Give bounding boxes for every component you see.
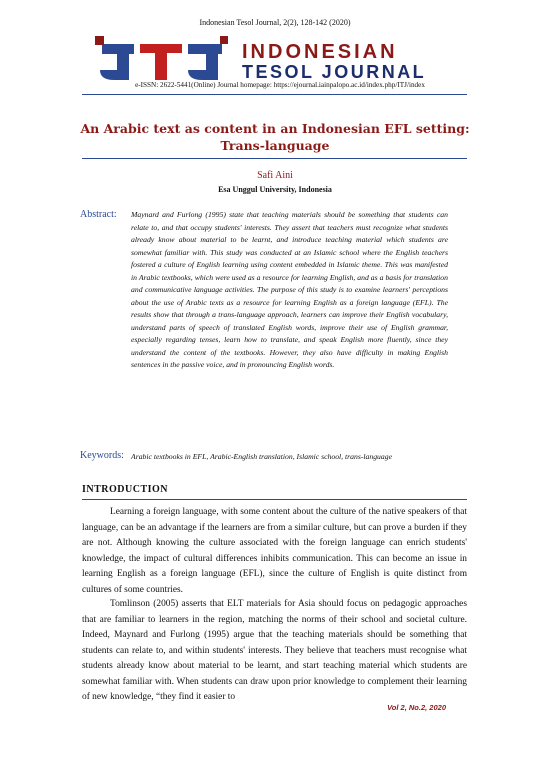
journal-name-line1: INDONESIAN bbox=[242, 41, 398, 63]
body-paragraph-1: Learning a foreign language, with some content about the culture of the native speakers of that language, can be an advantage if the learners are from a similar culture, but can prove a burden if they are not. Although knowing the culture associated with the foreign language can enrich students' knowledge, the impact of cultural differences inhibits communication. This can become an issue in learning English as a foreign language (EFL), since the culture of English is quite distinct from cultures of some countries. bbox=[82, 507, 467, 595]
author-affiliation: Esa Unggul University, Indonesia bbox=[218, 185, 332, 194]
journal-name bbox=[242, 42, 426, 81]
jtj-logo-mark bbox=[92, 30, 232, 82]
section-divider bbox=[82, 499, 467, 500]
abstract-label: Abstract: bbox=[80, 209, 117, 220]
jtj-mark-j2 bbox=[188, 36, 228, 80]
jtj-mark-j1 bbox=[95, 36, 134, 80]
abstract-text: Maynard and Furlong (1995) state that teaching materials should be something that students can relate to, and that occupy students' interests. They assert that teachers must recognize what students already know about material to be learnt, and introduce teaching material which students are somewhat familiar with. This study was conducted at an Islamic school where the English teachers fostered a culture of English learning using content embedded in Islamic theme. This was manifested in Arabic textbooks, which were used as a resource for learning English, and as a basis for translation and communicative language activities. The purpose of this study is to examine learners' perceptions about the use of Arabic texts as a resource for learning English as a foreign language (EFL). The results show that through a trans-language approach, learners can improve their English vocabulary, understand parts of speech of translated English words, improve their use of English grammar, especially regarding tenses, learn how to translate, and speak English more fluently, since they understand the content of the textbooks. However, they also have difficulty in making English sentences in the passive voice, and in pronouncing English words. bbox=[131, 210, 448, 369]
article-title: An Arabic text as content in an Indonesian EFL setting: Trans-language bbox=[80, 121, 470, 153]
keywords-label: Keywords: bbox=[80, 450, 124, 461]
title-divider bbox=[82, 158, 467, 159]
section-heading: INTRODUCTION bbox=[82, 484, 169, 495]
issn-line: e-ISSN: 2622-5441(Online) Journal homepage: https://ejournal.iainpalopo.ac.id/index.php/ITJ/index bbox=[135, 81, 425, 89]
keywords-text: Arabic textbooks in EFL, Arabic-English translation, Islamic school, trans-language bbox=[131, 452, 392, 461]
header-divider bbox=[82, 94, 467, 95]
body-paragraph-2: Tomlinson (2005) asserts that ELT materials for Asia should focus on pedagogic approaches that are familiar to learners in the region, matching the norms of their school and societal culture. Indeed, Maynard and Furlong (1995) argue that the teaching materials should be something that students can relate to, and within students' interests. They believe that teachers must recognise what students already know about material to be learnt, and start teaching material which students are somewhat familiar with. When students can draw upon prior knowledge to complement their learning of new knowledge, “they find it easier to bbox=[82, 599, 467, 702]
journal-name-line2: TESOL JOURNAL bbox=[242, 62, 427, 82]
running-header: Indonesian Tesol Journal, 2(2), 128-142 (2020) bbox=[199, 18, 351, 27]
jtj-mark-t bbox=[140, 44, 182, 80]
volume-footer: Vol 2, No.2, 2020 bbox=[387, 703, 446, 712]
author-name: Safi Aini bbox=[257, 170, 293, 181]
